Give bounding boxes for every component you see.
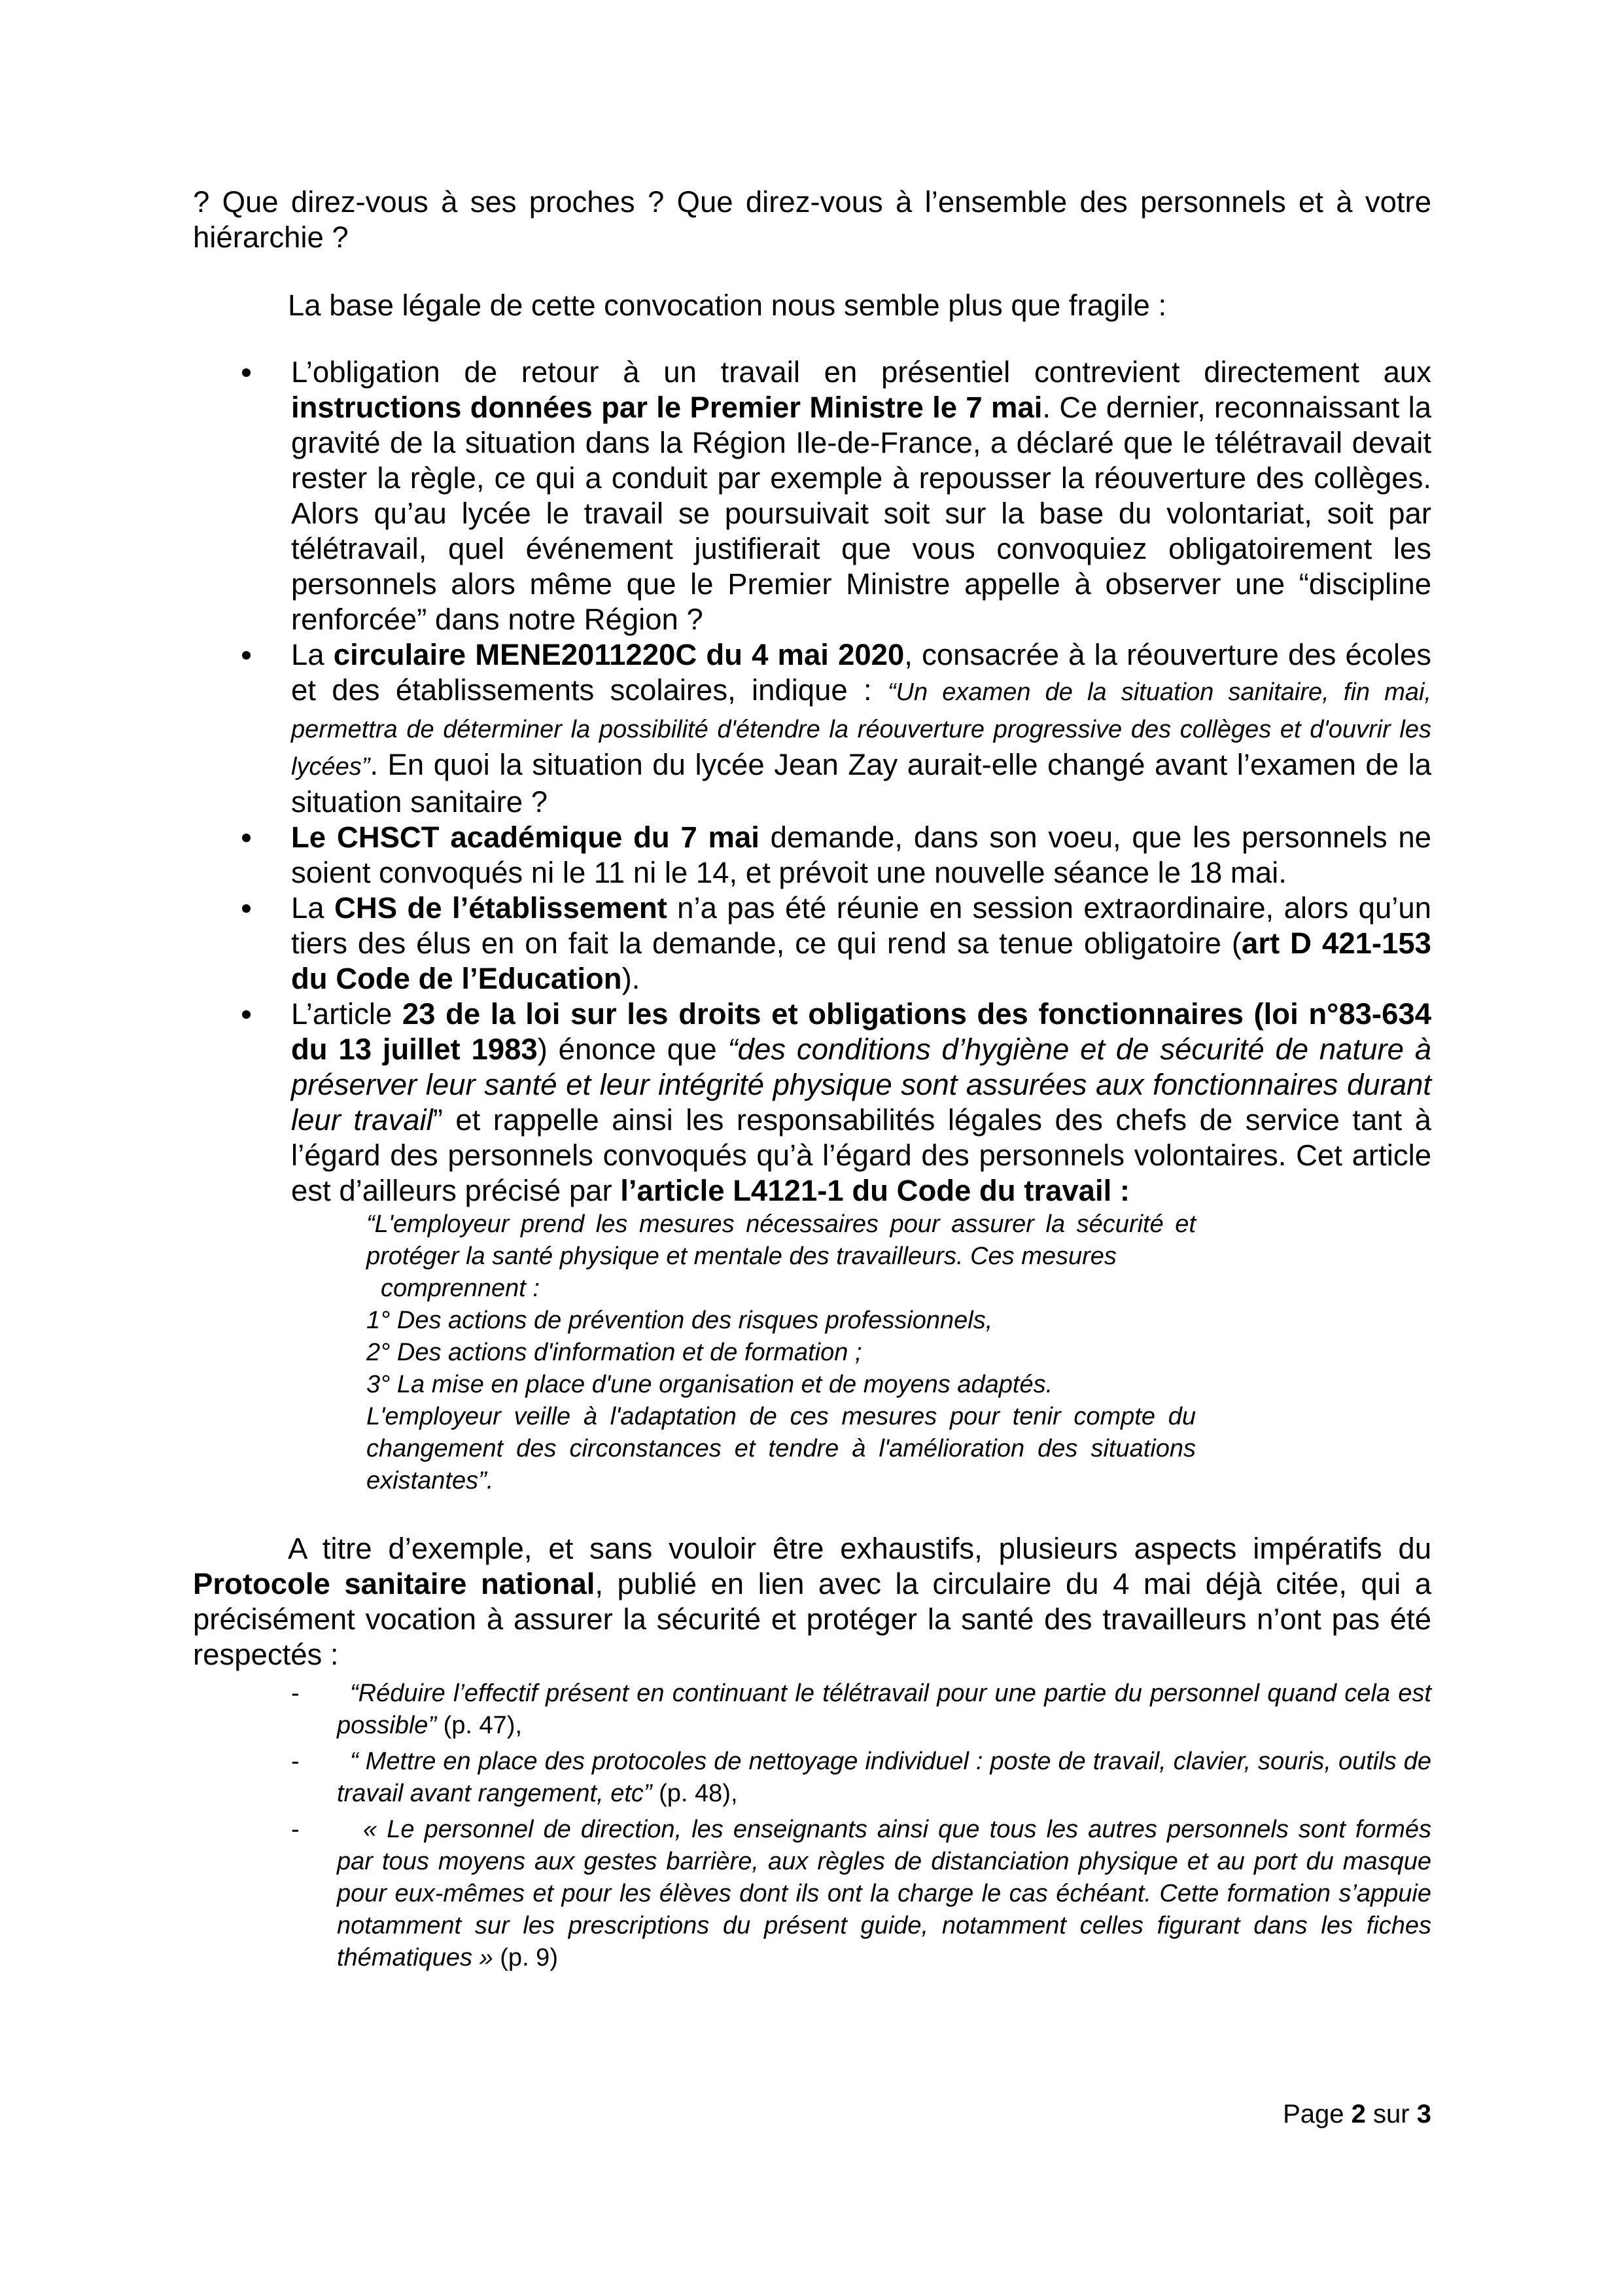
bullet-icon — [242, 834, 251, 842]
footer-label: Page — [1283, 2100, 1344, 2128]
text-run: , consacrée à la réouverture des écoles et des établissements scolaires, indique : — [291, 638, 1431, 707]
bullet-icon — [242, 651, 251, 660]
italic-quote: “Un examen de la situation sanitaire, fin mai, permettra de déterminer la possibilité d'étendre la réouverture progressive des collèges et d'ouvrir les lycées” — [291, 679, 1431, 781]
protocole-list — [193, 1678, 1431, 1974]
bold-text: Protocole sanitaire national — [193, 1567, 595, 1600]
page-content — [193, 185, 1431, 1978]
quote-line: “L'employeur prend les mesures nécessaires pour assurer la sécurité et protéger la santé physique et mentale des travailleurs. Ces mesures — [366, 1210, 1196, 1270]
text-run: . Ce dernier, reconnaissant la gravité de la situation dans la Région Ile-de-France, a déclaré que le télétravail devait rester la règle, ce qui a conduit par exemple à repousser la réouverture des collèges. Alors qu’au lycée le travail se poursuivait soit sur la base du volontariat, soit par télétravail, quel événement justifierait que vous convoquiez obligatoirement les personnels alors même que le Premier Ministre appelle à observer une “discipline renforcée” dans notre Région ? — [291, 391, 1431, 636]
bold-text: CHS de l’établissement — [334, 891, 667, 925]
bold-text: circulaire MENE2011220C du 4 mai 2020 — [333, 638, 905, 671]
list-item — [193, 891, 1431, 997]
bullet-icon — [242, 1010, 251, 1019]
list-item — [193, 355, 1431, 637]
list-item — [193, 1814, 1431, 1974]
page-reference: (p. 47), — [436, 1712, 523, 1739]
page-footer — [1283, 2100, 1431, 2129]
base-legale-paragraph: La base légale de cette convocation nous semble plus que fragile : — [288, 289, 1167, 322]
quote-line: 1° Des actions de prévention des risques professionnels, — [366, 1307, 993, 1334]
code-travail-quote — [366, 1209, 1196, 1497]
bullet-icon — [242, 368, 251, 377]
text-run: La — [291, 638, 334, 671]
page-reference: (p. 9) — [493, 1944, 558, 1971]
text-run: L’article — [291, 997, 402, 1031]
bold-text: l’article L4121-1 du Code du travail : — [620, 1174, 1130, 1207]
quote-line: 3° La mise en place d'une organisation et de moyens adaptés. — [366, 1371, 1053, 1398]
text-run: . En quoi la situation du lycée Jean Zay aurait-elle changé avant l’examen de la situation sanitaire ? — [291, 748, 1431, 819]
italic-quote: “ Mettre en place des protocoles de nettoyage individuel : poste de travail, clavier, souris, outils de travail avant rangement, etc” — [337, 1748, 1431, 1807]
dash-marker: - — [291, 1680, 300, 1707]
bold-text: Le CHSCT académique du 7 mai — [291, 821, 759, 854]
page-total: 3 — [1416, 2100, 1431, 2128]
bold-text: art D 421-153 du Code de l’Education — [291, 927, 1431, 995]
list-item — [193, 637, 1431, 820]
quote-line: comprennent : — [381, 1275, 540, 1302]
italic-quote: “Réduire l’effectif présent en continuant le télétravail pour une partie du personnel quand cela est possible” — [337, 1680, 1431, 1739]
list-item — [193, 997, 1431, 1209]
opening-paragraph: ? Que direz-vous à ses proches ? Que direz-vous à l’ensemble des personnels et à votre hiérarchie ? — [193, 185, 1431, 254]
text-run: demande, dans son voeu, que les personnels ne soient convoqués ni le 11 ni le 14, et prévoit une nouvelle séance le 18 mai. — [291, 821, 1431, 889]
list-item — [193, 1678, 1431, 1742]
quote-line: 2° Des actions d'information et de formation ; — [366, 1339, 862, 1366]
page-number: 2 — [1351, 2100, 1366, 2128]
text-run: L’obligation de retour à un travail en présentiel contrevient directement aux — [291, 355, 1431, 389]
dash-marker: - — [291, 1816, 300, 1843]
list-item — [193, 1746, 1431, 1810]
italic-quote: « Le personnel de direction, les enseignants ainsi que tous les autres personnels sont formés par tous moyens aux gestes barrière, aux règles de distanciation physique et au port du masque pour eux-mêmes et pour les élèves dont ils ont la charge le cas échéant. Cette formation s’appuie notamment sur les prescriptions du présent guide, notamment celles figurant dans les fiches thématiques » — [337, 1816, 1431, 1971]
exemple-paragraph — [193, 1531, 1431, 1672]
text-run: La — [291, 891, 335, 925]
bold-text: 23 de la loi sur les droits et obligations des fonctionnaires (loi n°83-634 du 13 juillet 1983 — [291, 997, 1431, 1066]
text-run: , publié en lien avec la circulaire du 4 mai déjà citée, qui a précisément vocation à assurer la sécurité et protéger la santé des travailleurs n’ont pas été respectés : — [193, 1567, 1432, 1671]
footer-label: sur — [1373, 2100, 1410, 2128]
italic-quote: “des conditions d’hygiène et de sécurité de nature à préserver leur santé et leur intégrité physique sont assurées aux fonctionnaires durant leur travail — [291, 1033, 1432, 1137]
dash-marker: - — [291, 1748, 300, 1775]
text-run: ). — [621, 962, 640, 995]
arguments-list — [193, 355, 1431, 1209]
text-run: n’a pas été réunie en session extraordinaire, alors qu’un tiers des élus en on fait la demande, ce qui rend sa tenue obligatoire ( — [291, 891, 1431, 960]
bold-text: instructions données par le Premier Ministre le 7 mai — [291, 391, 1043, 424]
text-run: ) énonce que — [537, 1033, 728, 1066]
page-reference: (p. 48), — [652, 1780, 738, 1807]
quote-line: L'employeur veille à l'adaptation de ces mesures pour tenir compte du changement des circonstances et tendre à l'amélioration des situations existantes”. — [366, 1403, 1196, 1494]
text-run: ” et rappelle ainsi les responsabilités légales des chefs de service tant à l’égard des personnels convoqués qu’à l’égard des personnels volontaires. Cet article est d’ailleurs précisé par — [291, 1103, 1431, 1207]
list-item — [193, 820, 1431, 891]
bullet-icon — [242, 904, 251, 913]
text-run: A titre d’exemple, et sans vouloir être exhaustifs, plusieurs aspects impératifs du — [288, 1532, 1431, 1565]
